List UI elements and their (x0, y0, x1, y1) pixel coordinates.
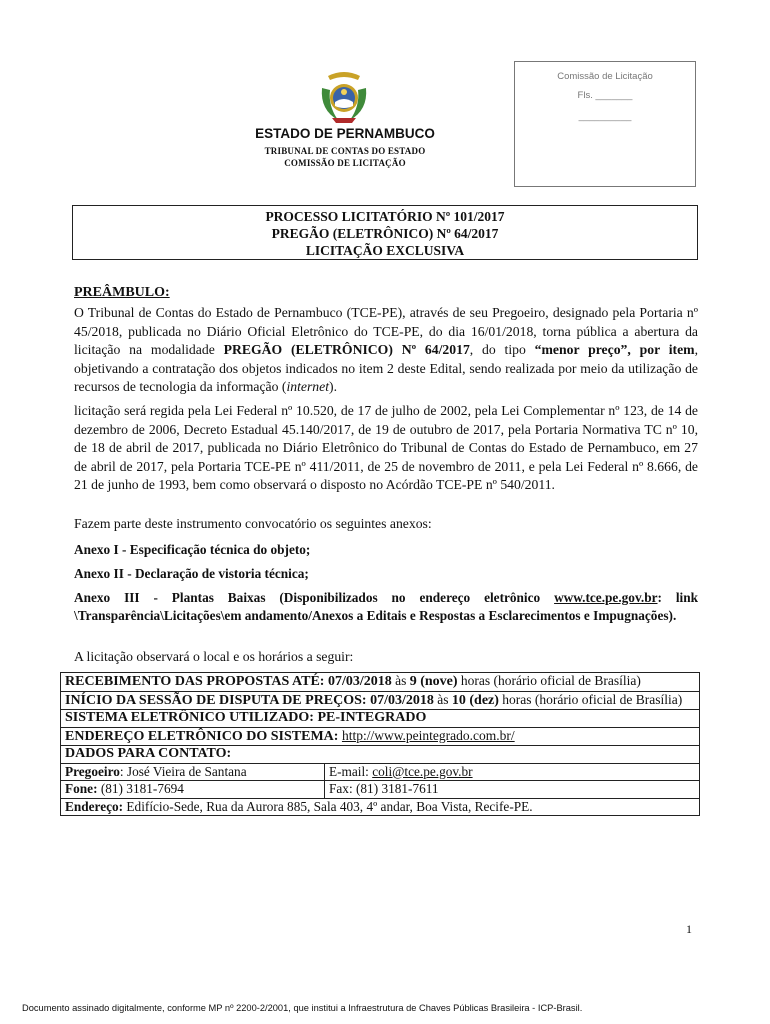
cell-text: horas (horário oficial de Brasília) (457, 673, 641, 688)
annex-3-text: Anexo III - Plantas Baixas (Disponibilizados no endereço eletrônico (74, 590, 555, 605)
preamble-paragraph-1 (74, 304, 698, 397)
system-cell: SISTEMA ELETRÔNICO UTILIZADO: PE-INTEGRADO (61, 710, 700, 728)
email-cell (325, 763, 700, 781)
session-start-cell (61, 691, 700, 710)
digital-signature-footer: Documento assinado digitalmente, conforme MP nº 2200-2/2001, que institui a Infraestrutura de Chaves Públicas Brasileira - ICP-Brasil. (22, 1003, 583, 1013)
page-number: 1 (686, 922, 692, 936)
fax-cell: Fax: (81) 3181-7611 (325, 781, 700, 799)
p1-bold-type: “menor preço”, por item (534, 342, 695, 358)
address-label: Endereço: (65, 798, 124, 814)
p1-text: ). (329, 379, 338, 395)
session-start: INÍCIO DA SESSÃO DE DISPUTA DE PREÇOS: 07/03/2018 (65, 692, 434, 708)
annex-1: Anexo I - Especificação técnica do objeto; (74, 542, 311, 557)
cell-text: às (433, 691, 452, 707)
address-cell (61, 798, 700, 816)
p1-bold-modality: PREGÃO (ELETRÔNICO) Nº 64/2017 (223, 342, 470, 358)
pernambuco-coat-of-arms-icon (318, 66, 370, 126)
tce-website-link[interactable]: www.tce.pe.gov.br (554, 590, 658, 605)
stamp-title: Comissão de Licitação (557, 71, 653, 82)
commission-stamp-box (514, 61, 696, 187)
exclusive-bid: LICITAÇÃO EXCLUSIVA (305, 243, 465, 258)
p1-text: , objetivando a contratação dos objetos indicados no item 2 deste Edital, sendo realizada por meio da utilização de recursos de tecnologia da informação ( (74, 342, 698, 395)
cell-text: às (391, 673, 410, 688)
table-row (61, 746, 700, 764)
pregoeiro-value: : José Vieira de Santana (119, 763, 247, 779)
process-number: PROCESSO LICITATÓRIO Nº 101/2017 (265, 209, 505, 224)
address-value: Edifício-Sede, Rua da Aurora 885, Sala 403, 4º andar, Boa Vista, Recife-PE. (123, 798, 533, 814)
pregoeiro-cell (61, 763, 325, 781)
proposals-hour: 9 (nove) (409, 674, 458, 689)
preamble-heading: PREÂMBULO: (74, 285, 170, 300)
process-title-box (72, 205, 698, 260)
email-label: E-mail: (329, 763, 373, 779)
table-row (61, 691, 700, 710)
table-row (61, 727, 700, 746)
state-heading: ESTADO DE PERNAMBUCO (255, 126, 435, 141)
table-row (61, 710, 700, 728)
proposals-deadline: RECEBIMENTO DAS PROPOSTAS ATÉ: 07/03/2018 (65, 674, 392, 689)
system-address-cell (61, 727, 700, 746)
phone-value: (81) 3181-7694 (97, 781, 184, 796)
p1-text: O Tribunal de Contas do Estado de Pernambuco (TCE-PE), através de seu Pregoeiro, designado pela Portaria nº 45/2018, publicada no Diário Oficial Eletrônico do TCE-PE, do dia 16/01/2018, torna pública a abertura da licitação na modalidade (74, 305, 698, 358)
table-row (61, 781, 700, 799)
annex-3-text: : link \Transparência\Licitações\em andamento/Anexos a Editais e Respostas a Esclarecimentos e Impugnações). (74, 590, 698, 623)
schedule-table (60, 672, 700, 816)
cell-text: horas (horário oficial de Brasília) (498, 691, 683, 707)
phone-label: Fone: (65, 781, 98, 796)
annex-3 (74, 589, 698, 625)
peintegrado-link[interactable]: http://www.peintegrado.com.br/ (341, 727, 515, 743)
system-address-label: ENDEREÇO ELETRÔNICO DO SISTEMA: (65, 728, 342, 744)
table-row (61, 763, 700, 781)
annex-2: Anexo II - Declaração de vistoria técnica; (74, 566, 309, 581)
preamble-paragraph-2: licitação será regida pela Lei Federal nº 10.520, de 17 de julho de 2002, pela Lei Complementar nº 123, de 14 de dezembro de 2006, Decreto Estadual 45.140/2017, de 19 de outubro de 2017, pela Portaria Normativa TC nº 10, de 18 de abril de 2017, publicada no Diário Eletrônico do Tribunal de Contas do Estado de Pernambuco, em 27 de abril de 2017, pela Portaria TCE-PE nº 411/2011, de 25 de novembro de 2011, e pela Lei Federal nº 8.666, de 21 de junho de 1993, bem como observará o disposto no Acórdão TCE-PE nº 540/2011. (74, 403, 698, 493)
table-row (61, 673, 700, 692)
pregoeiro-label: Pregoeiro (65, 763, 120, 779)
annexes-intro: Fazem parte deste instrumento convocatório os seguintes anexos: (74, 516, 432, 531)
stamp-signature-line: __________ (578, 111, 632, 122)
pregao-number: PREGÃO (ELETRÔNICO) Nº 64/2017 (271, 226, 499, 241)
schedule-intro: A licitação observará o local e os horários a seguir: (74, 649, 354, 664)
table-row (61, 798, 700, 816)
p1-text: , do tipo (469, 342, 535, 358)
session-hour: 10 (dez) (451, 692, 499, 708)
proposals-deadline-cell (61, 673, 700, 692)
p1-italic-internet: internet (286, 379, 330, 395)
email-link[interactable]: coli@tce.pe.gov.br (372, 763, 473, 779)
commission-heading: COMISSÃO DE LICITAÇÃO (284, 158, 406, 168)
contact-heading-cell: DADOS PARA CONTATO: (61, 746, 700, 764)
stamp-fls: Fls. _______ (577, 90, 633, 101)
phone-cell (61, 781, 325, 799)
tribunal-heading: TRIBUNAL DE CONTAS DO ESTADO (264, 146, 426, 156)
